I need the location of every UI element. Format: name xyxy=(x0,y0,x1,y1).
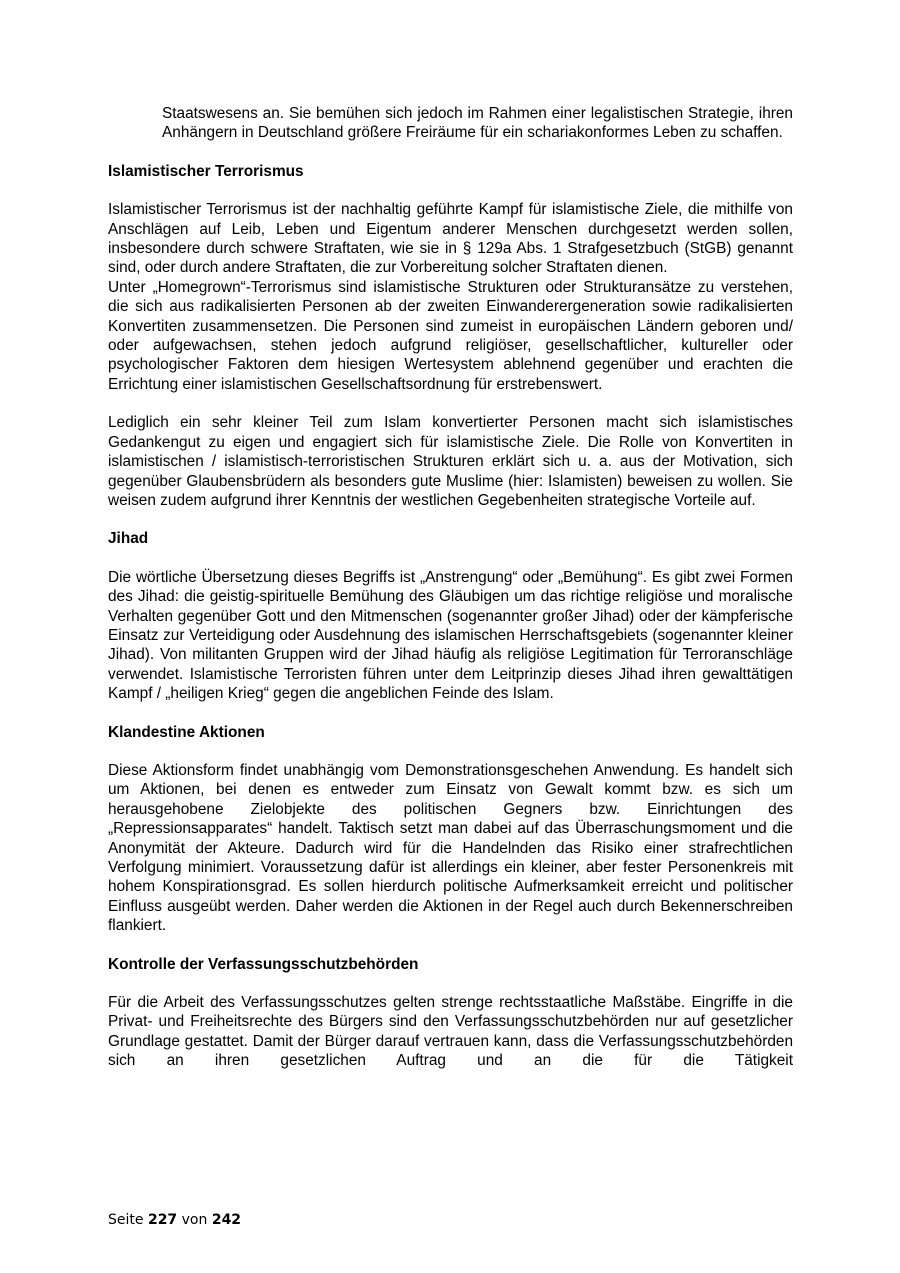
page-footer xyxy=(108,1212,241,1228)
paragraph: Die wörtliche Übersetzung dieses Begriffs ist „Anstrengung“ oder „Bemühung“. Es gibt zwei Formen des Jihad: die geistig-spirituelle Bemühung des Gläubigen um das richtige religiöse und moralische Verhalten gegenüber Gott und den Mitmenschen (sogenannter großer Jihad) oder der kämpferische Einsatz zur Verteidigung oder Ausdehnung des islamischen Herrschaftsgebiets (sogenannter kleiner Jihad). Von militanten Gruppen wird der Jihad häufig als religiöse Legitimation für Terroranschläge verwendet. Islamistische Terroristen führen unter dem Leitprinzip dieses Jihad ihren gewalttätigen Kampf / „heiligen Krieg“ gegen die angeblichen Feinde des Islam. xyxy=(108,568,793,703)
section-heading: Kontrolle der Verfassungsschutzbehörden xyxy=(108,955,419,973)
paragraph: Lediglich ein sehr kleiner Teil zum Islam konvertierter Personen macht sich islamistisches Gedankengut zu eigen und engagiert sich für islamistische Ziele. Die Rolle von Konvertiten in islamistischen / islamistisch-terroristischen Strukturen erklärt sich u. a. aus der Motivation, sich gegenüber Glaubensbrüdern als besonders gute Muslime (hier: Islamisten) beweisen zu wollen. Sie weisen zudem aufgrund ihrer Kenntnis der westlichen Gegebenheiten strategische Vorteile auf. xyxy=(108,414,793,509)
section-klandestine-aktionen xyxy=(108,723,793,936)
section-islamistischer-terrorismus xyxy=(108,162,793,511)
current-page-number: 227 xyxy=(147,1212,178,1228)
page-label: Seite xyxy=(108,1212,144,1228)
document-page xyxy=(108,104,793,1071)
total-page-number: 242 xyxy=(211,1212,242,1228)
paragraph: Diese Aktionsform findet unabhängig vom Demonstrationsgeschehen Anwendung. Es handelt sich um Aktionen, bei denen es entweder zum Einsatz von Gewalt kommt bzw. es sich um herausgehobene Zielobjekte des politischen Gegners bzw. Einrichtungen des „Repressionsapparates“ handelt. Taktisch setzt man dabei auf das Überraschungsmoment und die Anonymität der Akteure. Dadurch wird für die Handelnden das Risiko einer strafrechtlichen Verfolgung minimiert. Voraussetzung dafür ist allerdings ein kleiner, aber fester Personenkreis mit hohem Konspirationsgrad. Es sollen hierdurch politische Aufmerksamkeit erreicht und politischer Einfluss ausgeübt werden. Daher werden die Aktionen in der Regel auch durch Bekennerschreiben flankiert. xyxy=(108,761,793,935)
section-heading: Klandestine Aktionen xyxy=(108,723,265,741)
section-kontrolle xyxy=(108,955,793,1071)
section-jihad xyxy=(108,529,793,703)
intro-paragraph: Staatswesens an. Sie bemühen sich jedoch im Rahmen einer legalistischen Strategie, ihren Anhängern in Deutschland größere Freiräume für ein schariakonformes Leben zu schaffen. xyxy=(162,105,793,142)
paragraph: Unter „Homegrown“-Terrorismus sind islamistische Strukturen oder Strukturansätze zu verstehen, die sich aus radikalisierten Personen ab der zweiten Einwanderergeneration sowie radikalisierten Konvertiten zusammensetzen. Die Personen sind zumeist in europäischen Ländern geboren und/ oder aufgewachsen, stehen jedoch aufgrund religiöser, gesellschaftlicher, kultureller oder psychologischer Faktoren dem hiesigen Wertesystem ablehnend gegenüber und erachten die Errichtung einer islamistischen Gesellschaftsordnung für erstrebenswert. xyxy=(108,278,793,393)
paragraph: Für die Arbeit des Verfassungsschutzes gelten strenge rechtsstaatliche Maßstäbe. Eingriffe in die Privat- und Freiheitsrechte des Bürgers sind den Verfassungsschutzbehörden nur auf gesetzlicher Grundlage gestattet. Damit der Bürger darauf vertrauen kann, dass die Verfassungsschutzbehörden sich an ihren gesetzlichen Auftrag und an die für die Tätigkeit xyxy=(108,994,793,1070)
page-separator: von xyxy=(181,1212,208,1228)
section-heading: Jihad xyxy=(108,530,149,548)
section-heading: Islamistischer Terrorismus xyxy=(108,162,304,180)
paragraph: Islamistischer Terrorismus ist der nachhaltig geführte Kampf für islamistische Ziele, die mithilfe von Anschlägen auf Leib, Leben und Eigentum anderer Menschen durchgesetzt werden sollen, insbesondere durch schwere Straftaten, wie sie in § 129a Abs. 1 Strafgesetzbuch (StGB) genannt sind, oder durch andere Straftaten, die zur Vorbereitung solcher Straftaten dienen. xyxy=(108,201,793,277)
